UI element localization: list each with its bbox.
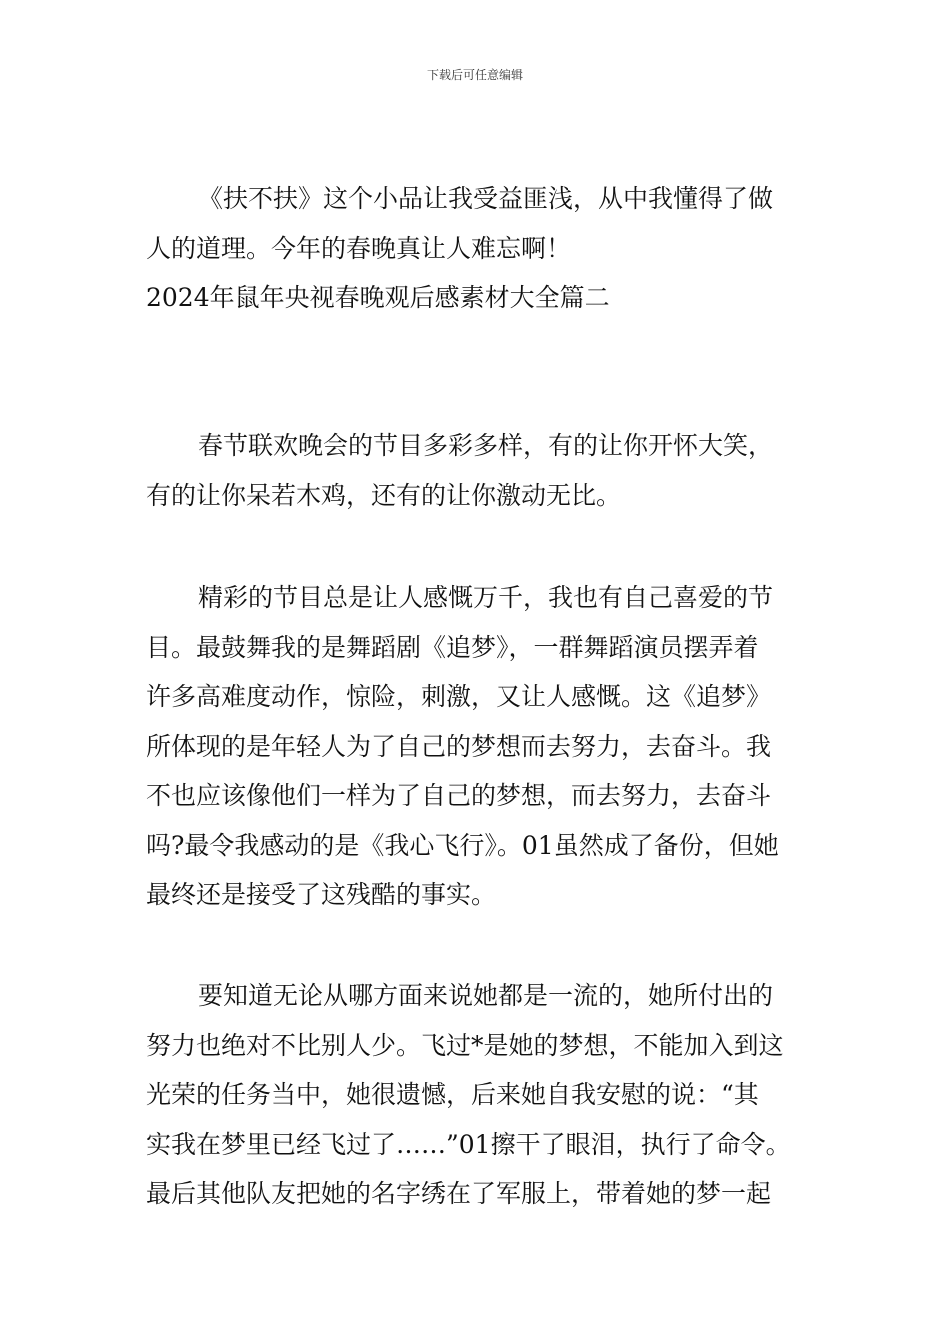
paragraph-line: 努力也绝对不比别人少。飞过*是她的梦想，不能加入到这 [146,1030,784,1060]
section-heading [146,273,816,323]
paragraph-line: 吗?最令我感动的是《我心飞行》。01虽然成了备份，但她 [146,830,779,860]
paragraph-line: 目。最鼓舞我的是舞蹈剧《追梦》，一群舞蹈演员摆弄着 [146,632,759,662]
paragraph-line: 不也应该像他们一样为了自己的梦想，而去努力，去奋斗 [146,781,772,810]
paragraph-2 [146,421,816,520]
paragraph-3 [146,573,816,920]
paragraph-line: 光荣的任务当中，她很遗憾，后来她自我安慰的说：“其 [146,1080,759,1109]
paragraph-1 [146,174,816,273]
paragraph-4 [146,971,816,1219]
page-header-note: 下载后可任意编辑 [426,68,523,82]
paragraph-line: 所体现的是年轻人为了自己的梦想而去努力，去奋斗。我 [146,731,772,761]
paragraph-line: 人的道理。今年的春晚真让人难忘啊！ [146,233,572,263]
paragraph-line: 最后其他队友把她的名字绣在了军服上，带着她的梦一起 [146,1179,772,1208]
paragraph-line: 许多高难度动作，惊险，刺激，又让人感慨。这《追梦》 [146,682,772,711]
paragraph-line: 有的让你呆若木鸡，还有的让你激动无比。 [146,480,622,510]
section-heading-text: 2024年鼠年央视春晚观后感素材大全篇二 [146,283,610,312]
paragraph-line: 春节联欢晚会的节目多彩多样，有的让你开怀大笑， [198,431,774,460]
paragraph-line: 精彩的节目总是让人感慨万千，我也有自己喜爱的节 [198,583,774,612]
paragraph-line: 最终还是接受了这残酷的事实。 [146,880,497,909]
paragraph-line: 《扶不扶》这个小品让我受益匪浅，从中我懂得了做 [198,184,774,213]
paragraph-line: 实我在梦里已经飞过了……”01擦干了眼泪，执行了命令。 [146,1129,791,1159]
paragraph-line: 要知道无论从哪方面来说她都是一流的，她所付出的 [198,981,774,1010]
